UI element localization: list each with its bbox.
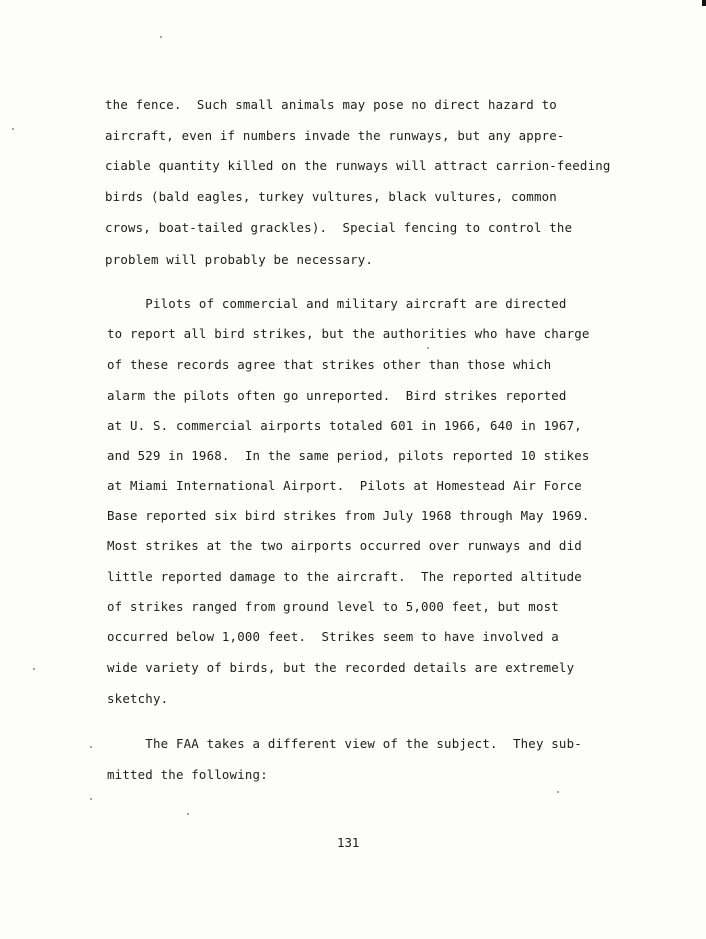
text-line: wide variety of birds, but the recorded details are extremely xyxy=(107,660,575,675)
text-line: aircraft, even if numbers invade the runways, but any appre- xyxy=(105,128,565,143)
text-line: of these records agree that strikes other than those which xyxy=(107,357,552,372)
text-line: The FAA takes a different view of the subject. They sub- xyxy=(107,736,582,751)
text-line: crows, boat-tailed grackles). Special fencing to control the xyxy=(105,220,573,235)
text-line: and 529 in 1968. In the same period, pilots reported 10 stikes xyxy=(107,448,590,463)
text-line: Pilots of commercial and military aircraft are directed xyxy=(107,296,567,311)
text-line: at U. S. commercial airports totaled 601 in 1966, 640 in 1967, xyxy=(107,418,582,433)
text-line: of strikes ranged from ground level to 5,000 feet, but most xyxy=(107,599,559,614)
scan-speck xyxy=(90,798,92,800)
text-line: problem will probably be necessary. xyxy=(105,252,374,267)
scan-edge-mark xyxy=(702,0,706,6)
text-line: at Miami International Airport. Pilots at Homestead Air Force xyxy=(107,478,582,493)
scan-speck xyxy=(427,347,429,349)
scan-speck xyxy=(557,791,559,793)
text-line: ciable quantity killed on the runways will attract carrion-feeding xyxy=(105,158,611,173)
text-line: to report all bird strikes, but the authorities who have charge xyxy=(107,326,590,341)
text-line: the fence. Such small animals may pose no direct hazard to xyxy=(105,97,557,112)
text-line: Base reported six bird strikes from July 1968 through May 1969. xyxy=(107,508,590,523)
scan-speck xyxy=(33,668,35,670)
page-number: 131 xyxy=(337,835,360,850)
text-line: alarm the pilots often go unreported. Bird strikes reported xyxy=(107,388,567,403)
text-line: mitted the following: xyxy=(107,767,268,782)
text-line: Most strikes at the two airports occurred over runways and did xyxy=(107,538,582,553)
scan-speck xyxy=(187,813,189,815)
text-line: sketchy. xyxy=(107,691,169,706)
text-line: occurred below 1,000 feet. Strikes seem to have involved a xyxy=(107,629,559,644)
scan-speck xyxy=(90,746,92,748)
text-line: birds (bald eagles, turkey vultures, black vultures, common xyxy=(105,189,557,204)
text-line: little reported damage to the aircraft. The reported altitude xyxy=(107,569,582,584)
scan-speck xyxy=(12,128,14,130)
scan-speck xyxy=(160,36,162,38)
